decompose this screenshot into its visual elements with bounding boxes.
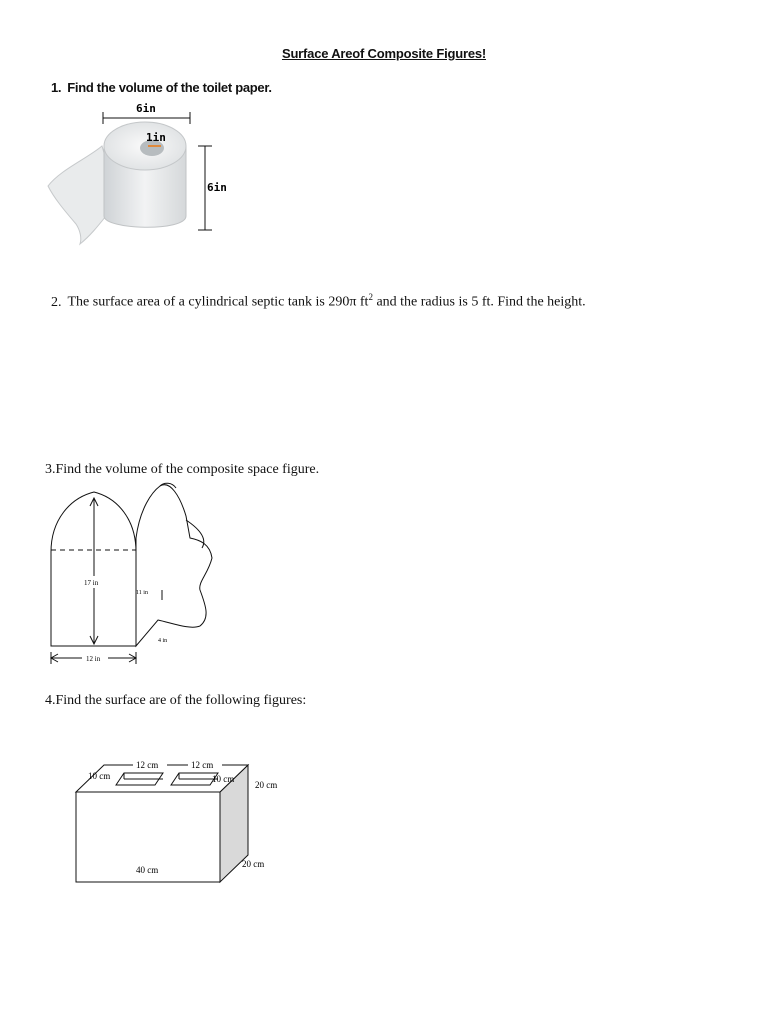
question-3-number: 3. [45,462,56,477]
question-1-number: 1. [51,80,62,95]
mailbox-figure [40,478,230,670]
hole-1-width-label: 12 cm [136,760,159,770]
question-4-number: 4. [45,693,56,708]
question-1 [51,80,272,95]
height-dimension [198,146,227,230]
depth-label: 20 cm [242,859,265,869]
height-label: 6in [207,181,227,194]
height-label: 17 in [84,579,99,587]
hole-1-depth-label: 10 cm [88,771,111,781]
height-label: 20 cm [255,780,278,790]
question-2-text-after: and the radius is 5 ft. Find the height. [372,294,586,310]
question-2-number: 2. [51,294,62,310]
toilet-paper-figure [40,98,250,258]
hole-label: 1in [146,131,166,144]
question-4-text: Find the surface are of the following figures: [55,693,307,708]
hole-2-width-label: 12 cm [191,760,214,770]
length-label: 40 cm [136,865,159,875]
mailbox-side [136,485,212,646]
hole-2-depth-label: 10 cm [212,774,235,784]
question-3-text: Find the volume of the composite space figure. [55,462,320,477]
width-dimension [103,102,190,124]
question-2-text-before: The surface area of a cylindrical septic tank is 290π ft [67,294,369,310]
depth-label: 4 in [158,638,168,644]
question-4 [45,693,306,709]
question-3 [45,462,319,478]
width-label: 6in [136,102,156,115]
paper-sheet [48,146,109,244]
worksheet-title: Surface Areof Composite Figures! [281,46,487,61]
question-2-superscript: 2 [368,292,373,302]
question-1-text: Find the volume of the toilet paper. [67,80,272,95]
block-figure [70,755,300,890]
width-label: 12 in [86,655,101,663]
question-2 [51,292,586,311]
side-label: 11 in [136,590,148,596]
